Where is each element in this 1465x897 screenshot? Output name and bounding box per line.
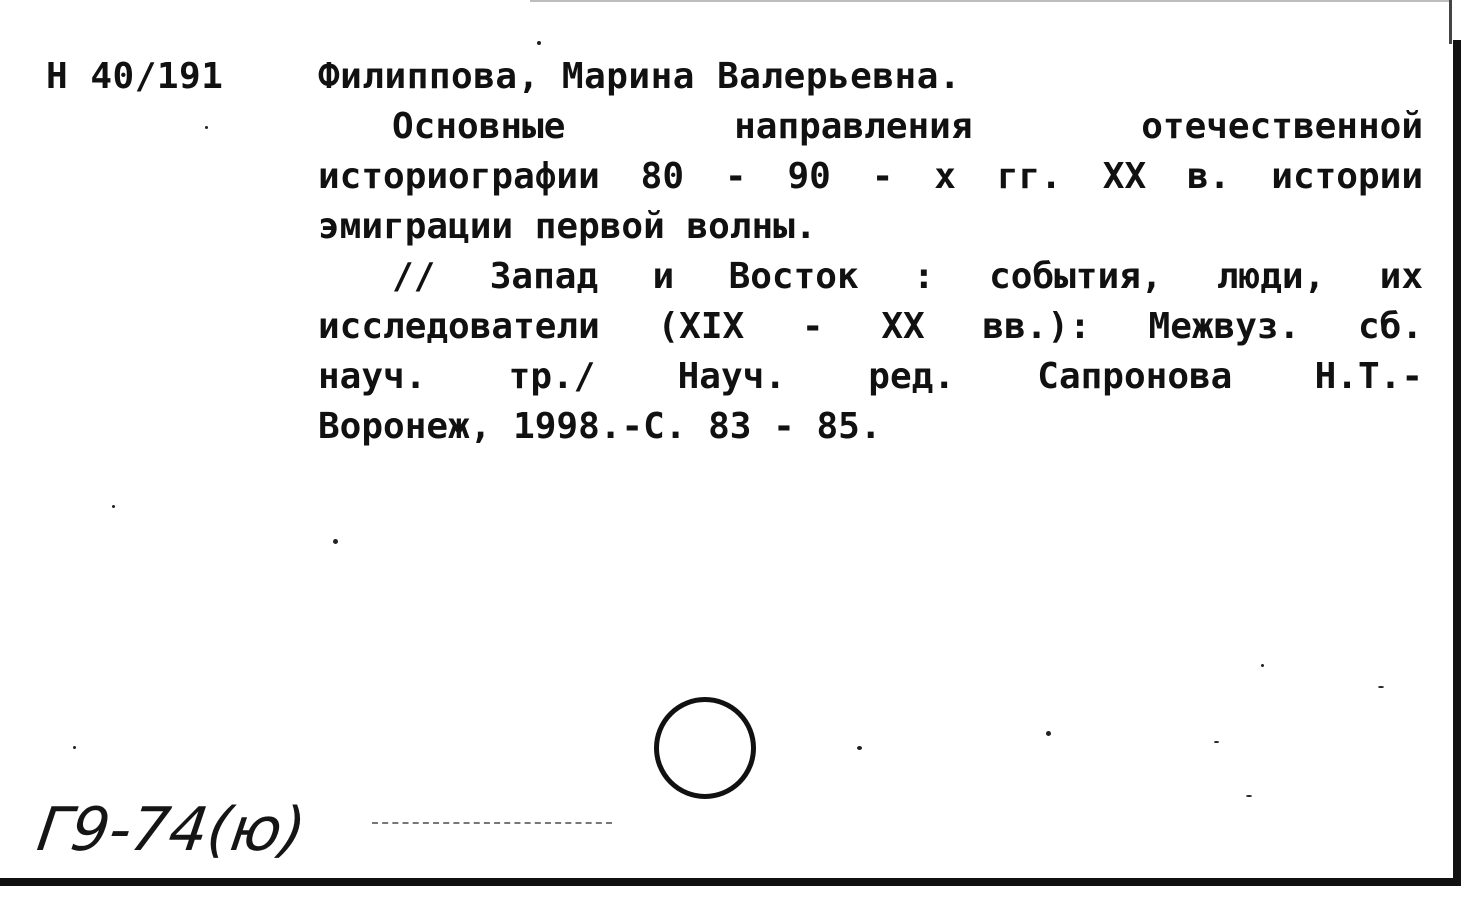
dust-speck [1378, 686, 1384, 688]
dust-speck [1214, 741, 1219, 743]
punch-hole [654, 697, 756, 799]
handwritten-code: Г9-74(ю) [33, 795, 310, 865]
source-line: науч. тр./ Науч. ред. Сапронова Н.Т.- [318, 356, 1423, 397]
dust-speck [1246, 795, 1252, 797]
dust-speck [1261, 664, 1264, 667]
title-line: эмиграции первой волны. [318, 206, 817, 247]
shelf-mark: Н 40/191 [46, 56, 224, 97]
dust-speck [537, 41, 541, 45]
title-line: Основные направления отечественной [392, 106, 1423, 147]
card-bottom-border [0, 878, 1461, 886]
dust-speck [112, 505, 115, 508]
faint-dash-line [372, 822, 612, 824]
card-corner-edge [1449, 0, 1452, 44]
source-line: Воронеж, 1998.-С. 83 - 85. [318, 406, 882, 447]
dust-speck [73, 746, 76, 749]
title-line: историографии 80 - 90 - х гг. XX в. истории [318, 156, 1423, 197]
dust-speck [205, 126, 208, 129]
source-block [318, 252, 1423, 452]
source-line: // Запад и Восток : события, люди, их [392, 256, 1423, 297]
dust-speck [1046, 731, 1051, 736]
card-right-border [1453, 40, 1461, 885]
title-block [318, 102, 1423, 252]
dust-speck [857, 746, 862, 750]
source-line: исследователи (XIX - XX вв.): Межвуз. сб. [318, 306, 1423, 347]
author-name: Филиппова, Марина Валерьевна. [318, 56, 962, 97]
dust-speck [333, 539, 338, 544]
card-top-edge [530, 0, 1450, 2]
